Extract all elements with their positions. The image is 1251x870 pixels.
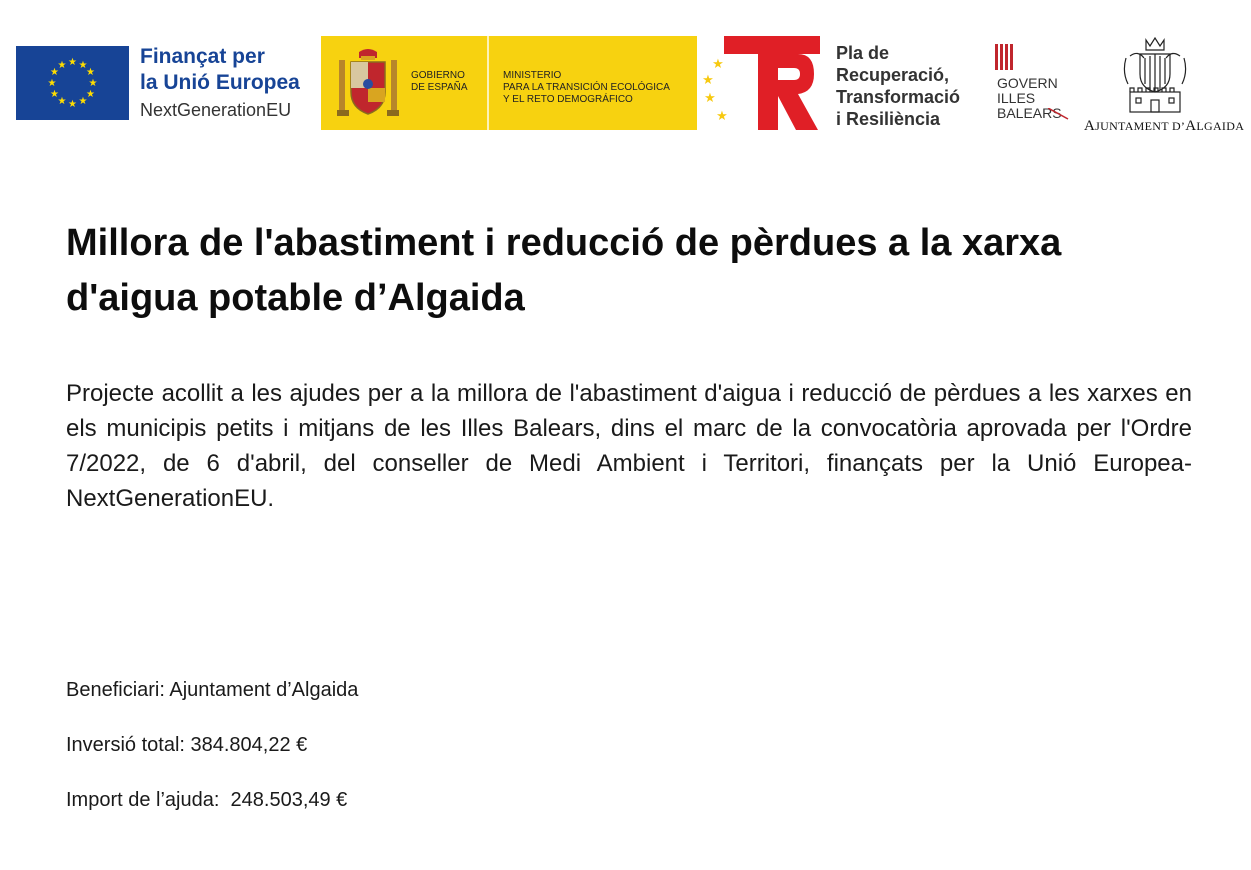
ministerio-line-3: Y EL RETO DEMOGRÁFICO — [503, 94, 633, 105]
ministerio-line-2: PARA LA TRANSICIÓN ECOLÓGICA — [503, 82, 670, 93]
aid-amount-line: Import de l’ajuda: 248.503,49 € — [66, 789, 348, 811]
svg-text:★: ★ — [88, 78, 98, 89]
prtr-line-4: i Resiliència — [836, 109, 941, 129]
svg-text:★: ★ — [50, 67, 59, 78]
prtr-line-1: Pla de — [836, 43, 890, 63]
govern-accent-icon — [1048, 108, 1070, 120]
svg-text:★: ★ — [86, 89, 95, 100]
eu-line-2: la Unió Europea — [140, 71, 300, 94]
eu-funding-text — [140, 44, 320, 122]
prtr-logo-icon — [698, 34, 822, 132]
gobierno-text — [411, 70, 468, 94]
svg-text:★: ★ — [57, 60, 67, 71]
gobierno-divider — [487, 36, 489, 130]
coat-of-arms-icon — [335, 46, 401, 122]
ministerio-line-1: MINISTERIO — [503, 70, 562, 81]
svg-text:★: ★ — [712, 57, 724, 72]
gobierno-line-2: DE ESPAÑA — [411, 82, 468, 93]
svg-text:★: ★ — [704, 91, 716, 106]
svg-text:★: ★ — [78, 60, 88, 71]
svg-text:★: ★ — [47, 78, 57, 89]
prtr-line-3: Transformació — [836, 87, 961, 107]
svg-text:★: ★ — [57, 96, 67, 107]
ajuntament-initial-1: A — [1084, 118, 1096, 134]
svg-text:★: ★ — [68, 99, 77, 110]
total-investment-line: Inversió total: 384.804,22 € — [66, 734, 308, 756]
govern-line-3: BALEARS — [997, 105, 1062, 121]
eu-flag-icon — [16, 46, 129, 120]
ministerio-text — [503, 70, 670, 106]
govern-line-2: ILLES — [997, 90, 1036, 106]
algaida-crest-icon — [1118, 36, 1192, 116]
svg-text:★: ★ — [86, 67, 95, 78]
svg-text:★: ★ — [68, 57, 77, 68]
project-description: Projecte acollit a les ajudes per a la millora de l'abastiment d'aigua i reducció de pèrdues a les xarxes en els municipis petits i mitjans de les Illes Balears, dins el marc de la convocatòria aprovada per l'Ordre 7/2022, de 6 d'abril, del conseller de Medi Ambient i Territori, finançats per la Unió Europea-NextGenerationEU. — [66, 380, 1192, 512]
beneficiary-line: Beneficiari: Ajuntament d’Algaida — [66, 679, 359, 701]
ajuntament-word-1: JUNTAMENT D’ — [1095, 119, 1186, 133]
prtr-text — [836, 42, 960, 130]
project-title: Millora de l'abastiment i reducció de pèrdues a la xarxa d'aigua potable d’Algaida — [66, 222, 1062, 319]
logo-bar — [0, 0, 1251, 140]
gobierno-line-1: GOBIERNO — [411, 70, 465, 81]
govern-line-1: GOVERN — [997, 75, 1058, 91]
gobierno-logo — [321, 36, 697, 130]
ajuntament-initial-2: A — [1185, 118, 1197, 134]
prtr-line-2: Recuperació, — [836, 65, 950, 85]
ajuntament-word-2: LGAIDA — [1196, 119, 1245, 133]
govern-emblem-icon — [994, 44, 1014, 70]
ajuntament-text — [1084, 118, 1244, 135]
svg-text:★: ★ — [78, 96, 88, 107]
svg-text:★: ★ — [716, 109, 728, 124]
eu-line-3: NextGenerationEU — [140, 100, 292, 120]
svg-text:★: ★ — [50, 89, 59, 100]
eu-line-1: Finançat per — [140, 45, 265, 68]
svg-text:★: ★ — [702, 73, 714, 88]
